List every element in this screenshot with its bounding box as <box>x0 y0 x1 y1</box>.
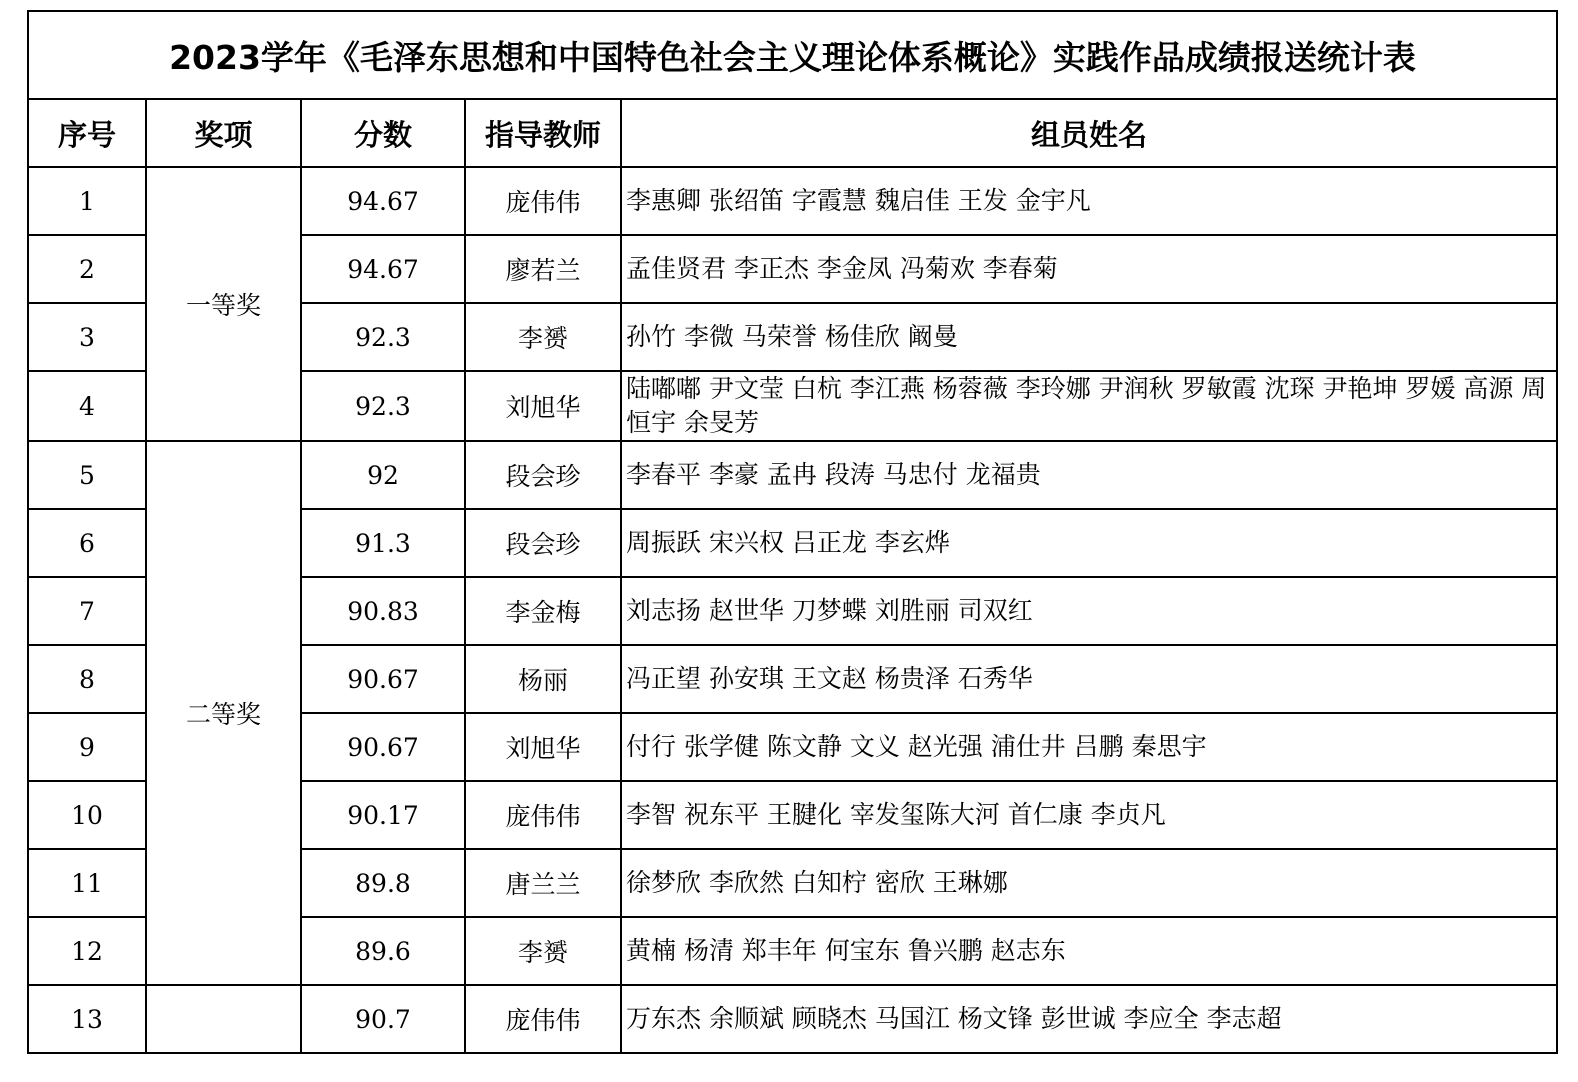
cell-score: 92.3 <box>301 303 465 371</box>
cell-members: 黄楠 杨清 郑丰年 何宝东 鲁兴鹏 赵志东 <box>621 917 1557 985</box>
table-row <box>28 167 1557 235</box>
cell-score: 90.17 <box>301 781 465 849</box>
cell-members: 万东杰 余顺斌 顾晓杰 马国江 杨文锋 彭世诚 李应全 李志超 <box>621 985 1557 1053</box>
cell-teacher: 李赟 <box>465 917 621 985</box>
table-row <box>28 985 1557 1053</box>
cell-score: 94.67 <box>301 235 465 303</box>
cell-teacher: 李赟 <box>465 303 621 371</box>
cell-members: 陆嘟嘟 尹文莹 白杭 李江燕 杨蓉薇 李玲娜 尹润秋 罗敏霞 沈琛 尹艳坤 罗媛 高源 周恒宇 余旻芳 <box>621 371 1557 441</box>
cell-seq: 3 <box>28 303 146 371</box>
cell-seq: 1 <box>28 167 146 235</box>
cell-seq: 10 <box>28 781 146 849</box>
cell-teacher: 廖若兰 <box>465 235 621 303</box>
score-report-table <box>27 10 1558 1054</box>
cell-teacher: 庞伟伟 <box>465 985 621 1053</box>
cell-members: 周振跃 宋兴权 吕正龙 李玄烨 <box>621 509 1557 577</box>
cell-score: 89.6 <box>301 917 465 985</box>
cell-seq: 4 <box>28 371 146 441</box>
cell-teacher: 段会珍 <box>465 441 621 509</box>
cell-members: 刘志扬 赵世华 刀梦蝶 刘胜丽 司双红 <box>621 577 1557 645</box>
cell-award: 一等奖 <box>146 167 301 441</box>
cell-teacher: 杨丽 <box>465 645 621 713</box>
cell-seq: 12 <box>28 917 146 985</box>
cell-teacher: 李金梅 <box>465 577 621 645</box>
cell-seq: 13 <box>28 985 146 1053</box>
cell-teacher: 刘旭华 <box>465 371 621 441</box>
cell-score: 92.3 <box>301 371 465 441</box>
header-members: 组员姓名 <box>621 99 1557 167</box>
cell-score: 90.67 <box>301 645 465 713</box>
table-row <box>28 441 1557 509</box>
header-row <box>28 99 1557 167</box>
header-score: 分数 <box>301 99 465 167</box>
cell-score: 94.67 <box>301 167 465 235</box>
cell-teacher: 唐兰兰 <box>465 849 621 917</box>
cell-score: 90.67 <box>301 713 465 781</box>
cell-score: 90.7 <box>301 985 465 1053</box>
cell-members: 李春平 李豪 孟冉 段涛 马忠付 龙福贵 <box>621 441 1557 509</box>
header-seq: 序号 <box>28 99 146 167</box>
cell-members: 徐梦欣 李欣然 白知柠 密欣 王琳娜 <box>621 849 1557 917</box>
table-title: 2023学年《毛泽东思想和中国特色社会主义理论体系概论》实践作品成绩报送统计表 <box>28 11 1557 99</box>
cell-teacher: 庞伟伟 <box>465 781 621 849</box>
cell-teacher: 段会珍 <box>465 509 621 577</box>
cell-score: 92 <box>301 441 465 509</box>
cell-teacher: 庞伟伟 <box>465 167 621 235</box>
cell-score: 89.8 <box>301 849 465 917</box>
cell-members: 付行 张学健 陈文静 文义 赵光强 浦仕井 吕鹏 秦思宇 <box>621 713 1557 781</box>
cell-seq: 6 <box>28 509 146 577</box>
title-row <box>28 11 1557 99</box>
cell-seq: 11 <box>28 849 146 917</box>
cell-award: 二等奖 <box>146 441 301 985</box>
cell-members: 孟佳贤君 李正杰 李金凤 冯菊欢 李春菊 <box>621 235 1557 303</box>
cell-members: 李惠卿 张绍笛 字霞慧 魏启佳 王发 金宇凡 <box>621 167 1557 235</box>
cell-score: 90.83 <box>301 577 465 645</box>
cell-seq: 7 <box>28 577 146 645</box>
cell-members: 李智 祝东平 王腱化 宰发玺陈大河 首仁康 李贞凡 <box>621 781 1557 849</box>
header-teacher: 指导教师 <box>465 99 621 167</box>
cell-seq: 5 <box>28 441 146 509</box>
cell-seq: 9 <box>28 713 146 781</box>
header-award: 奖项 <box>146 99 301 167</box>
cell-score: 91.3 <box>301 509 465 577</box>
cell-award <box>146 985 301 1053</box>
cell-members: 冯正望 孙安琪 王文赵 杨贵泽 石秀华 <box>621 645 1557 713</box>
cell-teacher: 刘旭华 <box>465 713 621 781</box>
cell-seq: 2 <box>28 235 146 303</box>
cell-seq: 8 <box>28 645 146 713</box>
cell-members: 孙竹 李微 马荣誉 杨佳欣 阚曼 <box>621 303 1557 371</box>
